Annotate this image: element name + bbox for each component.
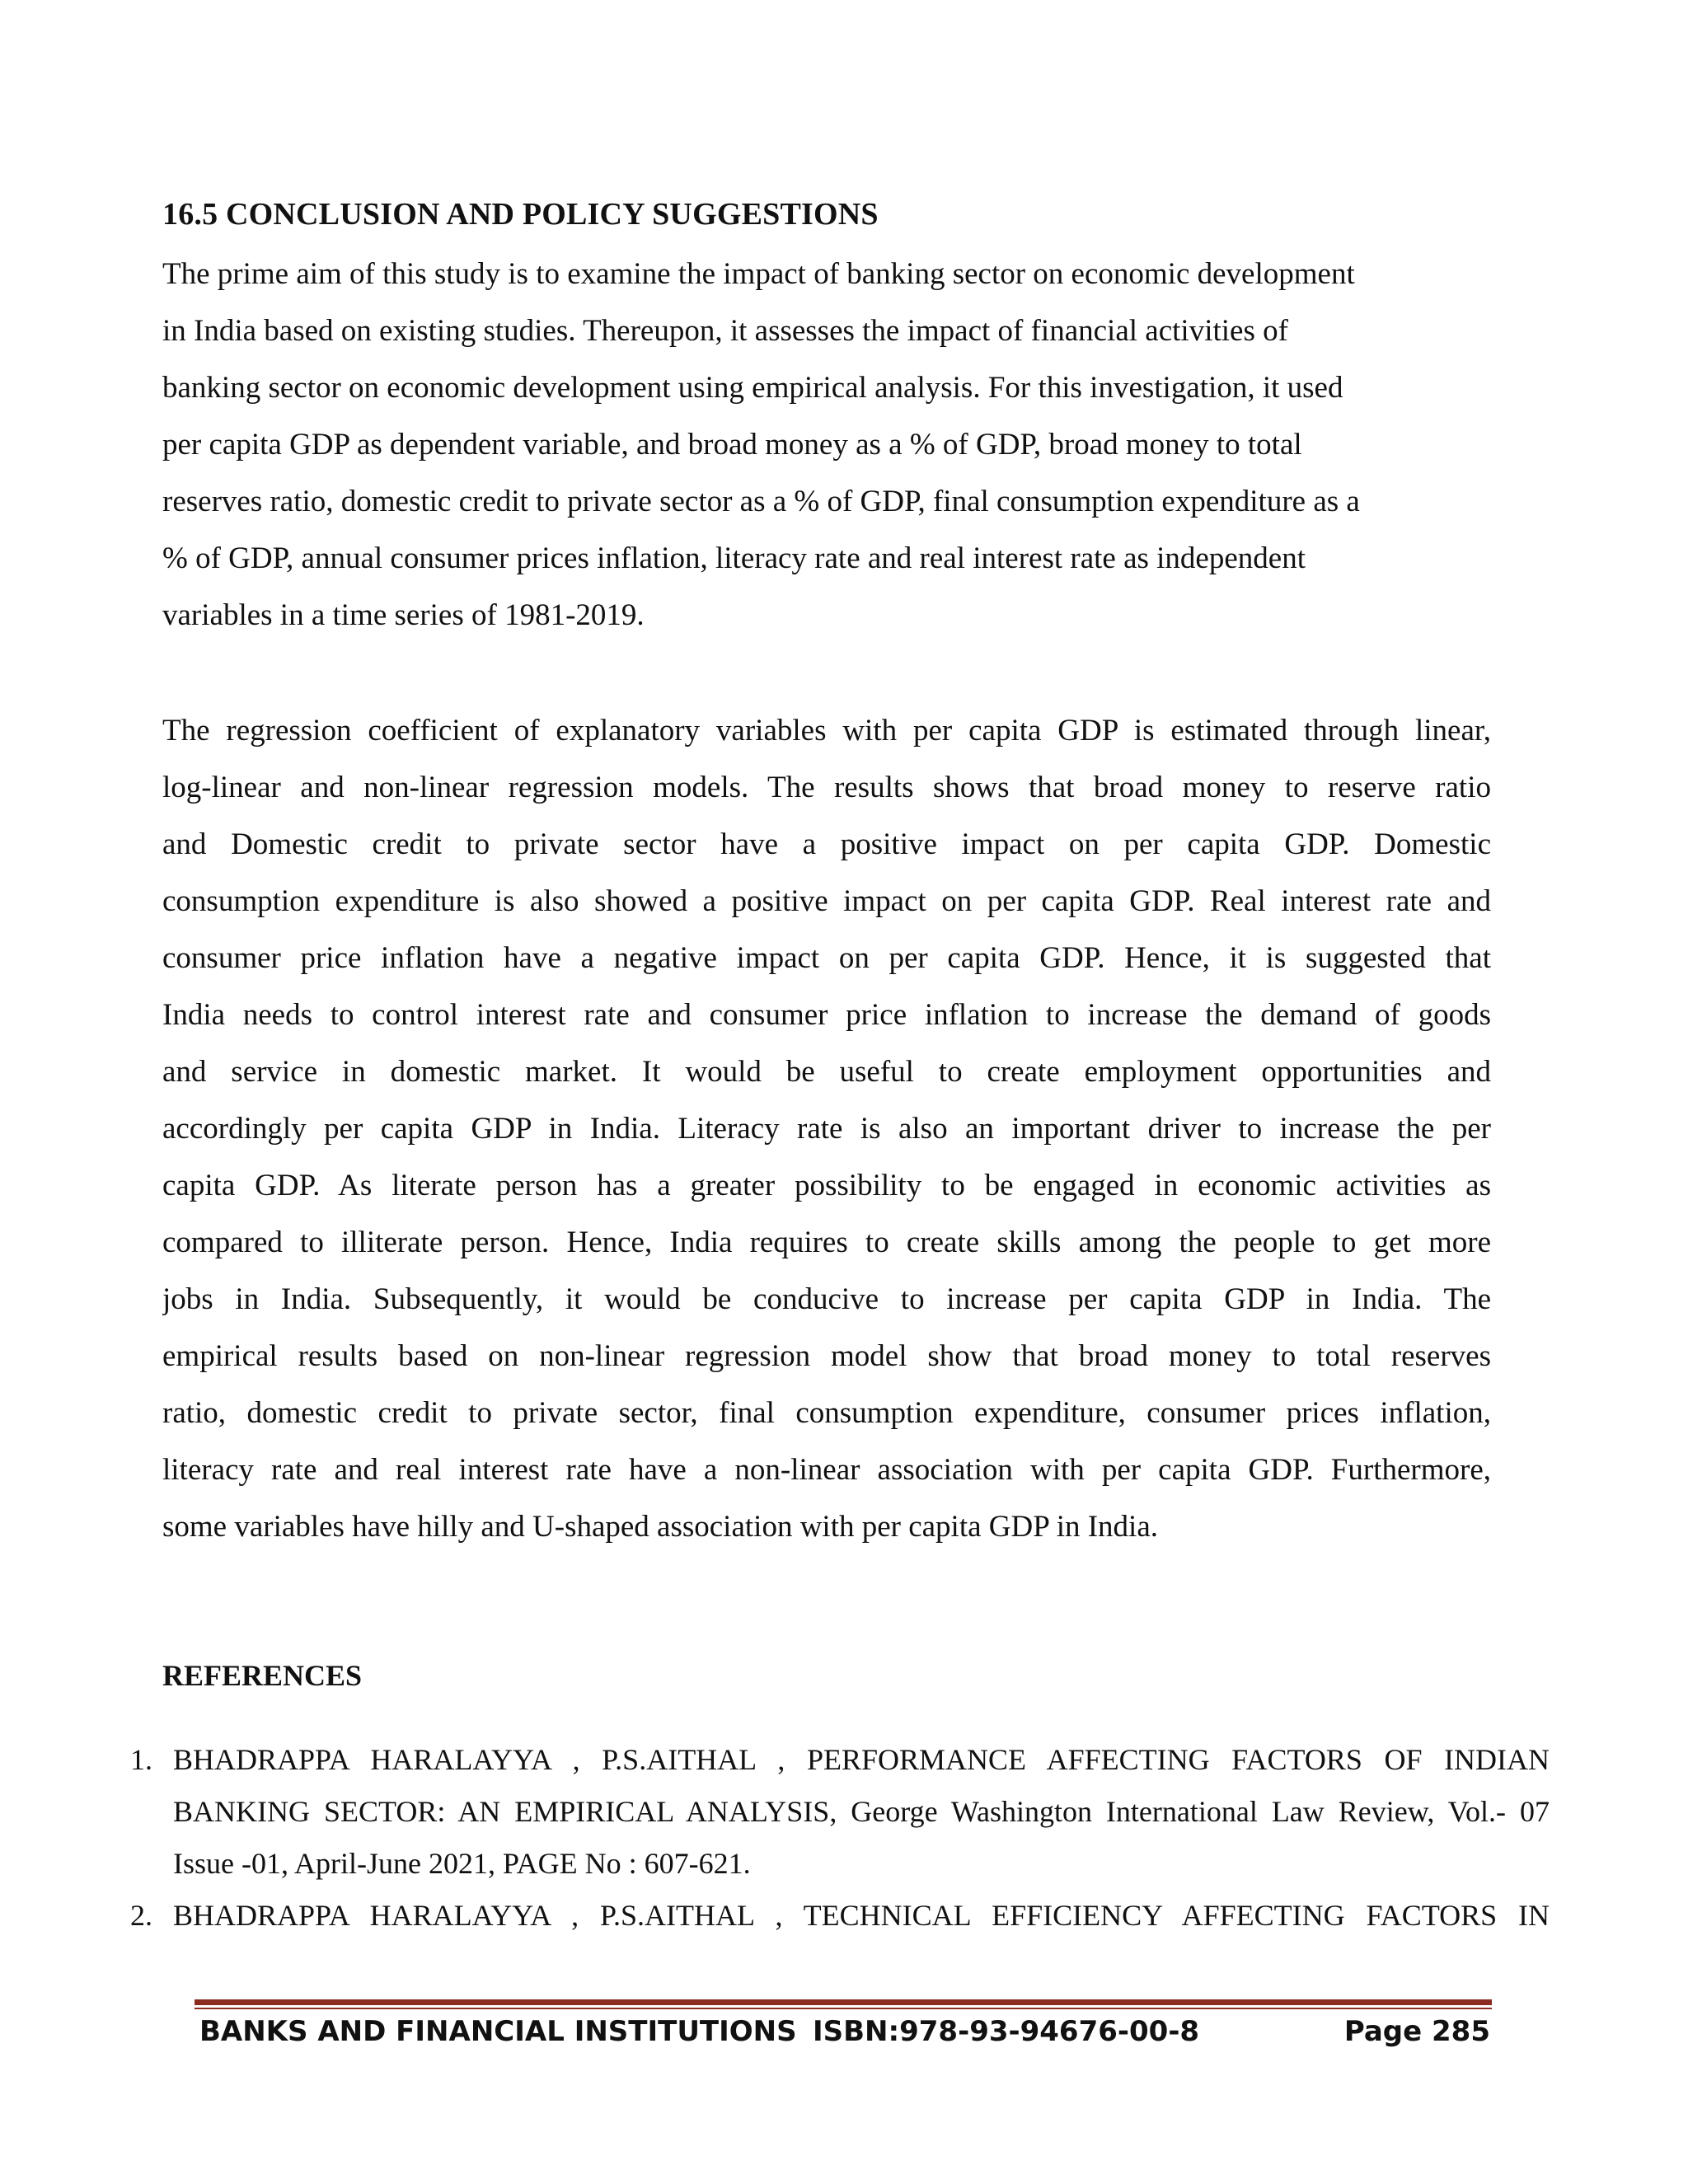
paragraph-line: compared to illiterate person. Hence, India requires to create skills among the people to get more bbox=[162, 1226, 1491, 1259]
reference-number: 2. bbox=[130, 1899, 152, 1932]
paragraph-line: some variables have hilly and U-shaped association with per capita GDP in India. bbox=[162, 1510, 1158, 1544]
paragraph-line: in India based on existing studies. Thereupon, it assesses the impact of financial activities of bbox=[162, 314, 1288, 348]
paragraph-line: per capita GDP as dependent variable, and broad money as a % of GDP, broad money to total bbox=[162, 428, 1302, 462]
paragraph-line: consumer price inflation have a negative impact on per capita GDP. Hence, it is suggested that bbox=[162, 941, 1491, 975]
footer-page-number: Page 285 bbox=[1343, 2015, 1490, 2048]
paragraph-line: jobs in India. Subsequently, it would be conducive to increase per capita GDP in India. The bbox=[162, 1282, 1491, 1316]
paragraph-line: empirical results based on non-linear regression model show that broad money to total reserves bbox=[162, 1339, 1491, 1373]
references-heading: REFERENCES bbox=[162, 1659, 363, 1692]
reference-item bbox=[130, 1734, 1550, 1890]
page-footer bbox=[199, 2011, 1492, 2052]
reference-item bbox=[130, 1890, 1550, 1942]
section-heading: 16.5 CONCLUSION AND POLICY SUGGESTIONS bbox=[162, 197, 879, 232]
paragraph-line: log-linear and non-linear regression models. The results shows that broad money to reserve ratio bbox=[162, 771, 1491, 804]
paragraph-intro bbox=[162, 246, 1491, 644]
footer-rule-thick bbox=[195, 1999, 1492, 2005]
references-list bbox=[130, 1734, 1550, 1942]
paragraph-line: capita GDP. As literate person has a greater possibility to be engaged in economic activities as bbox=[162, 1169, 1491, 1202]
reference-line: BHADRAPPA HARALAYYA , P.S.AITHAL , TECHNICAL EFFICIENCY AFFECTING FACTORS IN bbox=[173, 1899, 1550, 1932]
reference-line: BANKING SECTOR: AN EMPIRICAL ANALYSIS, George Washington International Law Review, Vol.- 07 bbox=[173, 1795, 1550, 1828]
reference-line: BHADRAPPA HARALAYYA , P.S.AITHAL , PERFORMANCE AFFECTING FACTORS OF INDIAN bbox=[173, 1743, 1550, 1776]
paragraph-line: consumption expenditure is also showed a positive impact on per capita GDP. Real interest rate and bbox=[162, 884, 1491, 918]
paragraph-line: and Domestic credit to private sector have a positive impact on per capita GDP. Domestic bbox=[162, 827, 1491, 861]
paragraph-line: reserves ratio, domestic credit to private sector as a % of GDP, final consumption expenditure as a bbox=[162, 485, 1360, 518]
reference-number: 1. bbox=[130, 1743, 152, 1776]
paragraph-line: The prime aim of this study is to examine the impact of banking sector on economic development bbox=[162, 257, 1355, 291]
paragraph-results bbox=[162, 702, 1491, 1555]
paragraph-line: accordingly per capita GDP in India. Literacy rate is also an important driver to increase the per bbox=[162, 1112, 1491, 1146]
footer-rule bbox=[195, 1999, 1492, 2009]
footer-book-title: BANKS AND FINANCIAL INSTITUTIONS bbox=[199, 2015, 797, 2048]
paragraph-line: and service in domestic market. It would be useful to create employment opportunities and bbox=[162, 1055, 1491, 1089]
reference-line: Issue -01, April-June 2021, PAGE No : 607-621. bbox=[173, 1847, 751, 1880]
paragraph-line: ratio, domestic credit to private sector, final consumption expenditure, consumer prices inflation, bbox=[162, 1396, 1491, 1430]
footer-isbn: ISBN:978-93-94676-00-8 bbox=[813, 2015, 1200, 2048]
paragraph-line: The regression coefficient of explanatory variables with per capita GDP is estimated through linear, bbox=[162, 714, 1491, 748]
footer-rule-thin bbox=[195, 2008, 1492, 2009]
paragraph-line: literacy rate and real interest rate have a non-linear association with per capita GDP. Furthermore, bbox=[162, 1453, 1491, 1487]
paragraph-line: % of GDP, annual consumer prices inflation, literacy rate and real interest rate as independent bbox=[162, 541, 1306, 575]
paragraph-line: variables in a time series of 1981-2019. bbox=[162, 598, 645, 632]
paragraph-line: India needs to control interest rate and consumer price inflation to increase the demand of goods bbox=[162, 998, 1491, 1032]
paragraph-line: banking sector on economic development using empirical analysis. For this investigation, it used bbox=[162, 371, 1343, 405]
